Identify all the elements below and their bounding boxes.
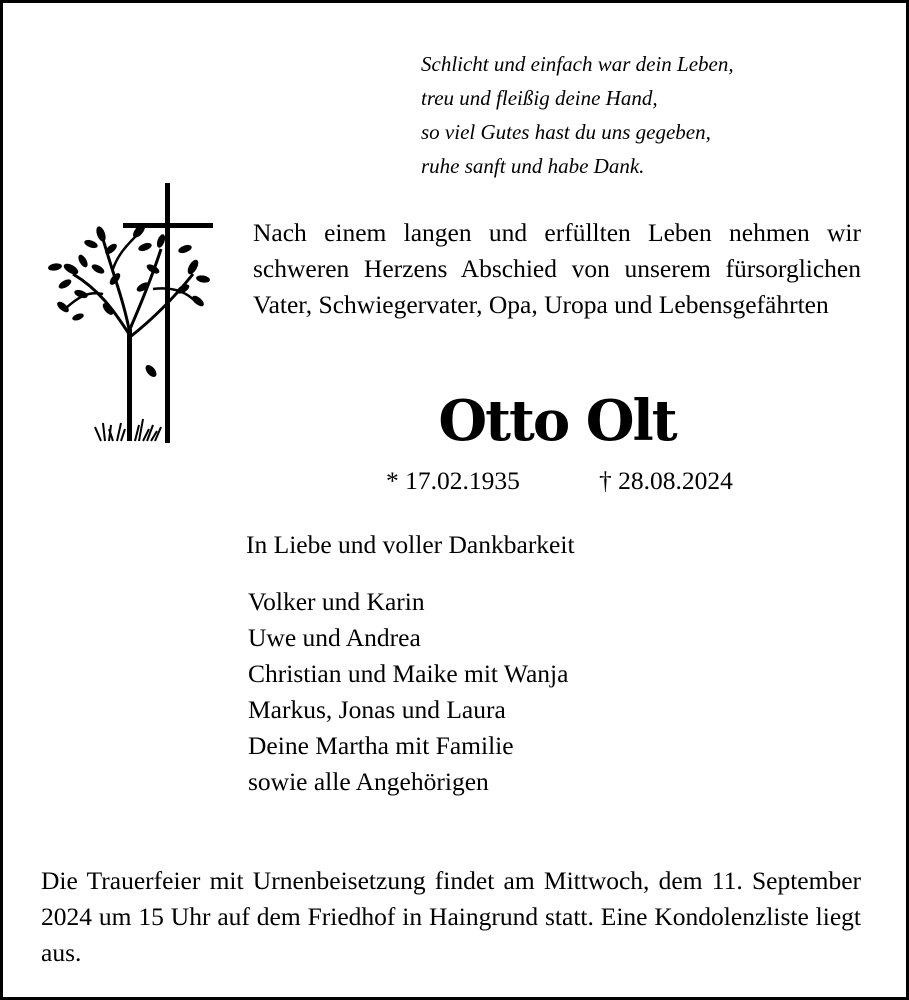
- birth-date: * 17.02.1935: [386, 466, 520, 495]
- mourner-entry: Deine Martha mit Familie: [248, 731, 514, 760]
- mourner-entry: sowie alle Angehörigen: [248, 767, 489, 796]
- mourner-entry: Christian und Maike mit Wanja: [248, 659, 569, 688]
- mourner-entry: Volker und Karin: [248, 587, 425, 616]
- poem-line: so viel Gutes hast du uns gegeben,: [421, 120, 711, 144]
- mourner-entry: Markus, Jonas und Laura: [248, 695, 506, 724]
- poem-line: treu und fleißig deine Hand,: [421, 86, 658, 110]
- death-date: † 28.08.2024: [599, 466, 733, 495]
- funeral-details: Die Trauerfeier mit Urnenbeisetzung findet am Mittwoch, dem 11. September 2024 um 15 Uhr auf dem Friedhof in Haingrund statt. Eine Kondolenzliste liegt aus.: [41, 866, 861, 967]
- intro-text: Nach einem langen und erfüllten Leben nehmen wir schweren Herzens Abschied von unserem fürsorglichen Vater, Schwiegervater, Opa, Uropa und Lebensgefährten: [253, 218, 861, 319]
- mourner-entry: Uwe und Andrea: [248, 623, 421, 652]
- poem-line: ruhe sanft und habe Dank.: [421, 154, 645, 178]
- cross-with-tree-icon: [43, 179, 218, 449]
- deceased-name: Otto Olt: [438, 388, 676, 454]
- memorial-poem: [421, 47, 861, 183]
- mourners-list: [248, 584, 808, 800]
- poem-line: Schlicht und einfach war dein Leben,: [421, 52, 734, 76]
- thanks-line: In Liebe und voller Dankbarkeit: [246, 530, 575, 559]
